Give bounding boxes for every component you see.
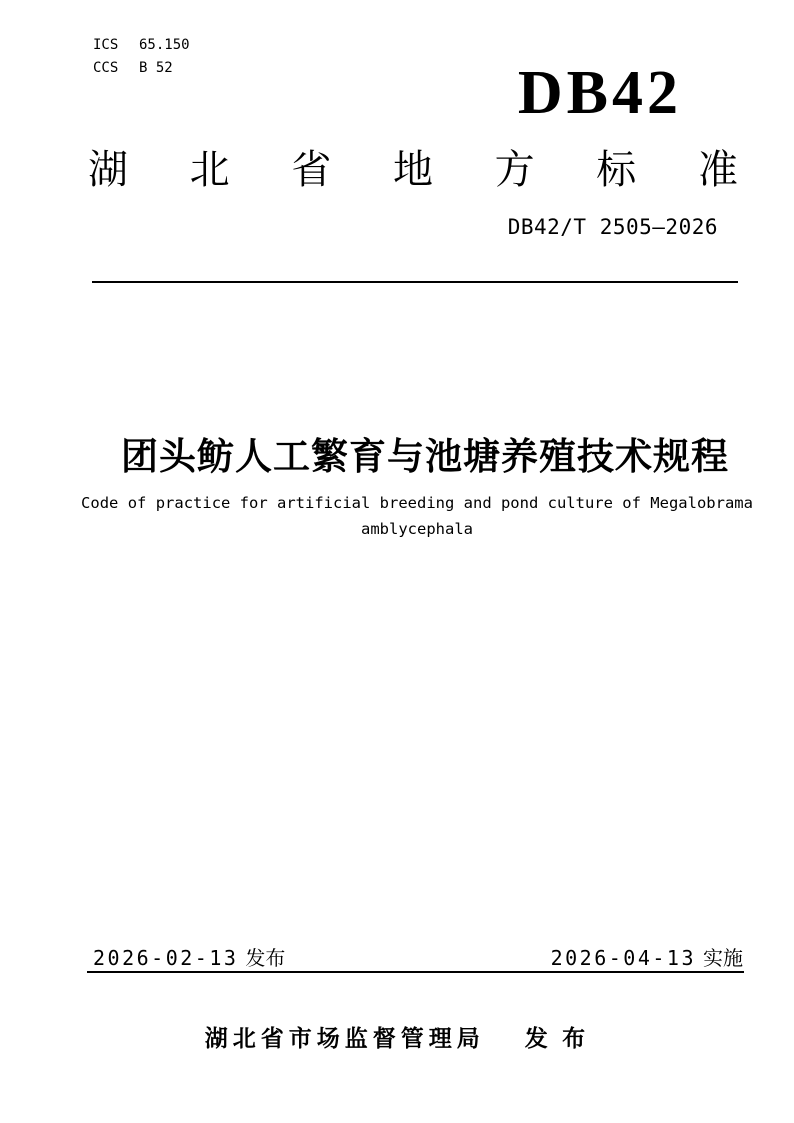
issue-date: 2026-02-13 <box>93 946 239 970</box>
document-title-english: Code of practice for artificial breeding and pond culture of Megalobrama amblycephala <box>81 494 753 538</box>
ics-label: ICS <box>93 37 119 53</box>
ics-code <box>93 34 190 57</box>
publish-label: 发 布 <box>524 1025 590 1051</box>
standard-type-title: 湖 北 省 地 方 标 准 <box>88 148 738 192</box>
implementation-date-block <box>551 942 743 971</box>
implementation-label: 实施 <box>703 948 743 970</box>
issue-label: 发布 <box>245 948 286 970</box>
dates-row <box>93 942 743 971</box>
document-title-chinese: 团头鲂人工繁育与池塘养殖技术规程 <box>121 436 729 477</box>
ccs-code <box>93 57 190 80</box>
classification-codes <box>93 34 190 80</box>
implementation-date: 2026-04-13 <box>550 946 696 970</box>
document-number: DB42/T 2505—2026 <box>507 215 718 239</box>
footer-divider-rule <box>87 971 744 973</box>
ccs-value: B 52 <box>139 60 173 76</box>
header-divider-rule <box>92 281 738 283</box>
issue-date-block <box>93 942 285 971</box>
db42-logo: DB42 <box>517 59 682 127</box>
publisher-row <box>0 1020 794 1053</box>
ics-value: 65.150 <box>139 37 190 53</box>
publisher-name: 湖北省市场监督管理局 <box>204 1025 485 1051</box>
ccs-label: CCS <box>93 60 119 76</box>
